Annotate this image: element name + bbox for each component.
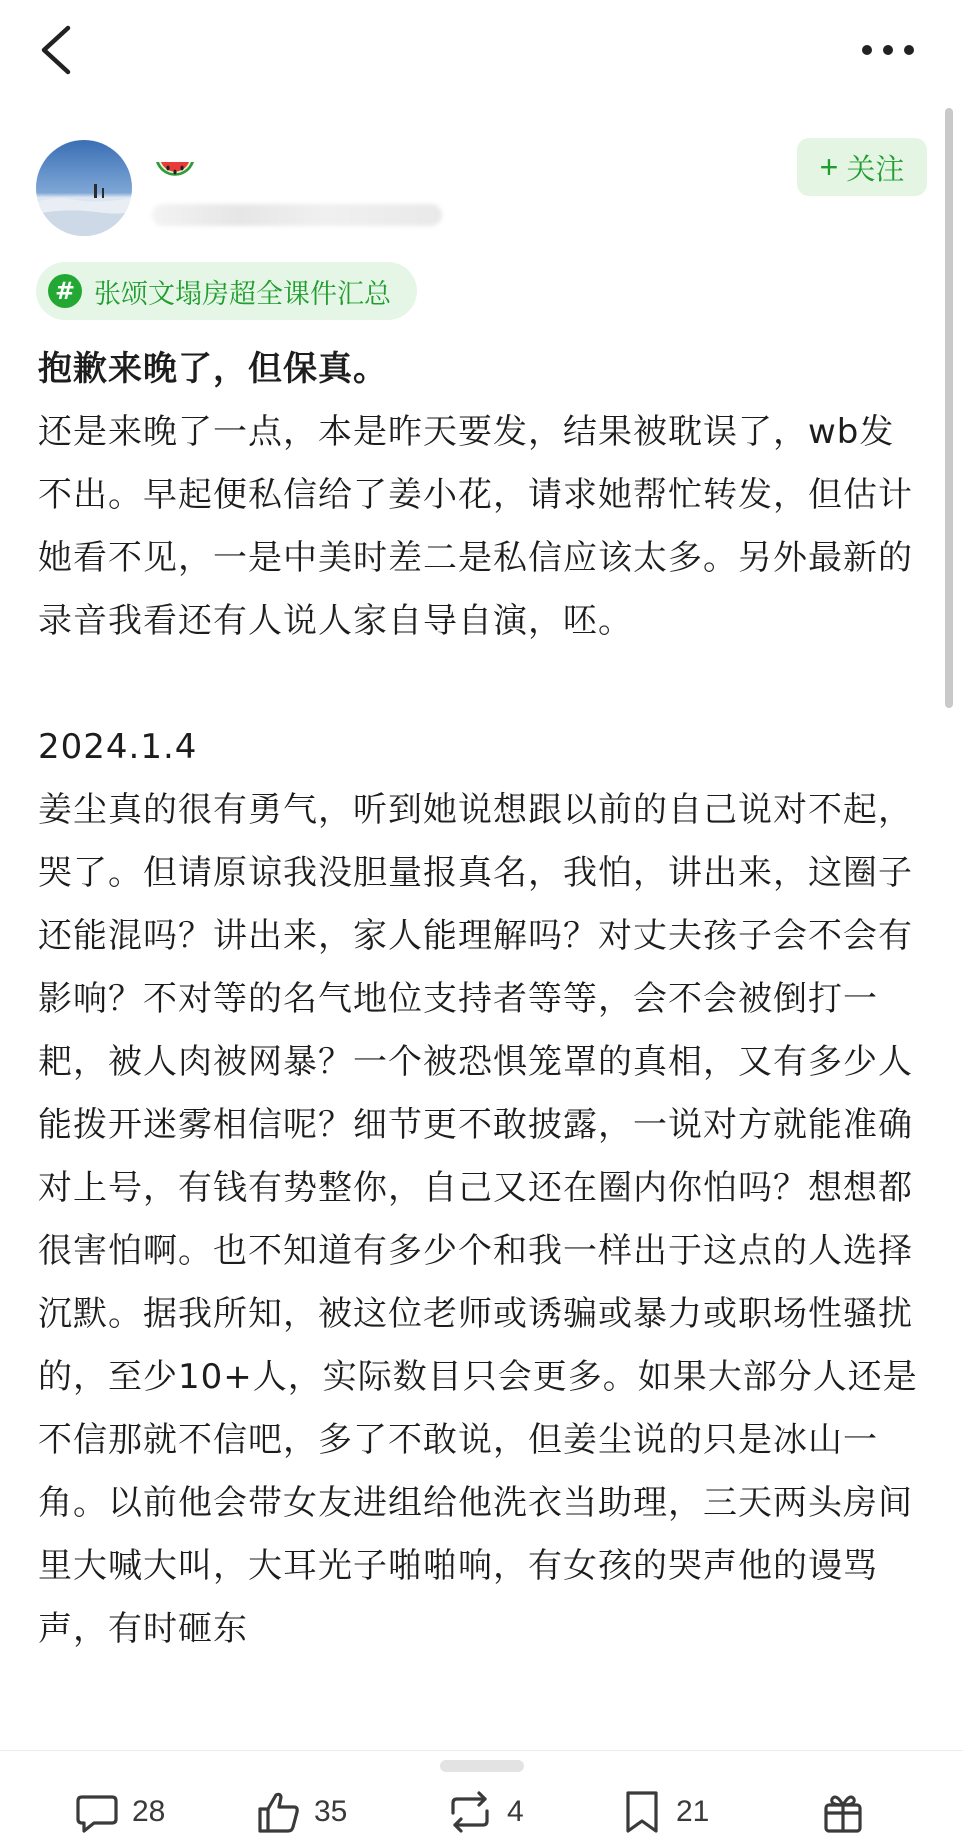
thumbs-up-icon xyxy=(256,1789,302,1835)
more-button[interactable] xyxy=(853,30,923,70)
home-indicator xyxy=(440,1760,524,1772)
repost-count: 4 xyxy=(507,1795,524,1828)
top-bar xyxy=(0,0,963,100)
post-title: 抱歉来晚了，但保真。 xyxy=(38,349,388,389)
topic-label: 张颂文塌房超全课件汇总 xyxy=(94,278,391,310)
back-button[interactable] xyxy=(30,20,90,80)
more-horizontal-icon xyxy=(853,30,923,70)
favorite-count: 21 xyxy=(676,1795,710,1828)
like-count: 35 xyxy=(314,1795,348,1828)
comment-button[interactable] xyxy=(74,1786,165,1838)
comment-icon xyxy=(74,1789,120,1835)
follow-label: 关注 xyxy=(846,153,905,186)
topic-chip[interactable] xyxy=(36,262,417,320)
plus-icon: + xyxy=(819,149,839,185)
gift-button[interactable] xyxy=(820,1786,866,1838)
post-date: 2024.1.4 xyxy=(38,727,198,767)
paragraph-gap xyxy=(38,653,923,716)
post-paragraph-2: 姜尘真的很有勇气，听到她说想跟以前的自己说对不起，哭了。但请原谅我没胆量报真名，我怕，讲出来，这圈子还能混吗？讲出来，家人能理解吗？对丈夫孩子会不会有影响？不对等的名气地位支持者等等，会不会被倒打一耙，被人肉被网暴？一个被恐惧笼罩的真相，又有多少人能拨开迷雾相信呢？细节更不敢披露，一说对方就能准确对上号，有钱有势整你，自己又还在圈内你怕吗？想想都很害怕啊。也不知道有多少个和我一样出于这点的人选择沉默。据我所知，被这位老师或诱骗或暴力或职场性骚扰的，至少10+人，实际数目只会更多。如果大部分人还是不信那就不信吧，多了不敢说，但姜尘说的只是冰山一角。以前他会带女友进组给他洗衣当助理，三天两头房间里大喊大叫，大耳光子啪啪响，有女孩的哭声他的谩骂声，有时砸东 xyxy=(38,790,918,1649)
repost-icon xyxy=(445,1789,495,1835)
scrollbar[interactable] xyxy=(945,108,953,708)
watermelon-icon xyxy=(152,148,198,194)
gift-icon xyxy=(820,1789,866,1835)
like-button[interactable] xyxy=(256,1786,347,1838)
favorite-button[interactable] xyxy=(620,1786,709,1838)
chevron-left-icon xyxy=(30,20,90,80)
author-name-redacted xyxy=(152,204,442,226)
avatar-image xyxy=(36,140,132,236)
repost-button[interactable] xyxy=(445,1786,524,1838)
post-body xyxy=(38,338,923,1661)
comment-count: 28 xyxy=(132,1795,166,1828)
follow-button[interactable] xyxy=(797,138,927,196)
post-paragraph-1: 还是来晚了一点，本是昨天要发，结果被耽误了，wb发不出。早起便私信给了姜小花，请求她帮忙转发，但估计她看不见，一是中美时差二是私信应该太多。另外最新的录音我看还有人说人家自导自演，呸。 xyxy=(38,412,913,641)
hashtag-icon: # xyxy=(48,274,82,308)
bookmark-icon xyxy=(620,1789,664,1835)
avatar[interactable] xyxy=(36,140,132,236)
